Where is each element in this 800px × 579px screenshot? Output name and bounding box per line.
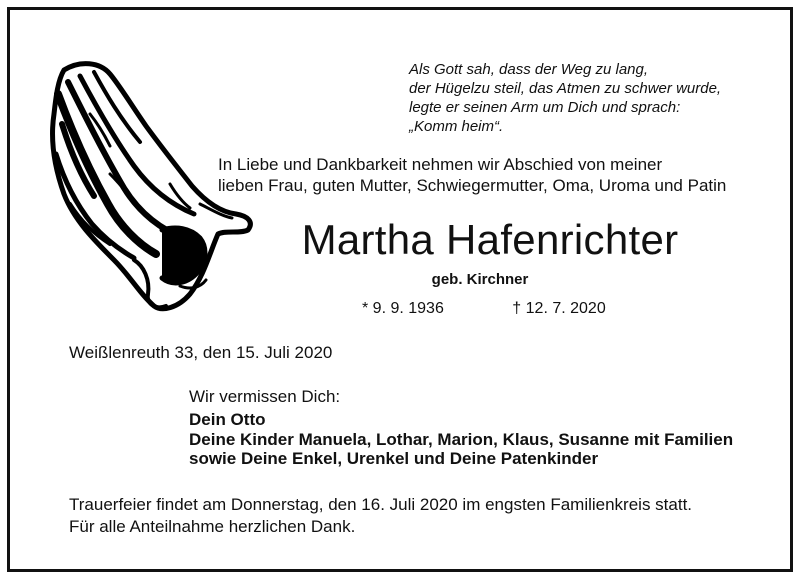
- poem-line: der Hügelzu steil, das Atmen zu schwer wurde,: [409, 80, 722, 97]
- life-dates: [362, 299, 606, 319]
- obituary-frame: [7, 7, 793, 572]
- intro-text: [218, 154, 778, 196]
- place-and-date: Weißlenreuth 33, den 15. Juli 2020: [69, 343, 333, 362]
- birth-date: * 9. 9. 1936: [362, 300, 444, 317]
- mourner-line: Deine Kinder Manuela, Lothar, Marion, Klaus, Susanne mit Familien: [189, 429, 734, 449]
- birth-name: geb. Kirchner: [431, 271, 529, 288]
- mourners-list: [189, 410, 733, 469]
- service-notice: [69, 494, 692, 538]
- mourner-line: Dein Otto: [189, 410, 266, 429]
- intro-line: lieben Frau, guten Mutter, Schwiegermutter, Oma, Uroma und Patin: [218, 176, 727, 195]
- poem-line: Als Gott sah, dass der Weg zu lang,: [409, 61, 649, 78]
- poem-line: legte er seinen Arm um Dich und sprach:: [409, 99, 681, 116]
- deceased-name: Martha Hafenrichter: [301, 216, 679, 263]
- poem-line: „Komm heim“.: [409, 118, 504, 135]
- mourners-intro: Wir vermissen Dich:: [189, 387, 341, 406]
- mourner-line: sowie Deine Enkel, Urenkel und Deine Patenkinder: [189, 449, 599, 468]
- service-line: Trauerfeier findet am Donnerstag, den 16. Juli 2020 im engsten Familienkreis statt.: [69, 495, 693, 514]
- service-line: Für alle Anteilnahme herzlichen Dank.: [69, 517, 356, 536]
- death-date: † 12. 7. 2020: [512, 300, 606, 317]
- poem: [409, 60, 789, 136]
- intro-line: In Liebe und Dankbarkeit nehmen wir Abschied von meiner: [218, 155, 663, 174]
